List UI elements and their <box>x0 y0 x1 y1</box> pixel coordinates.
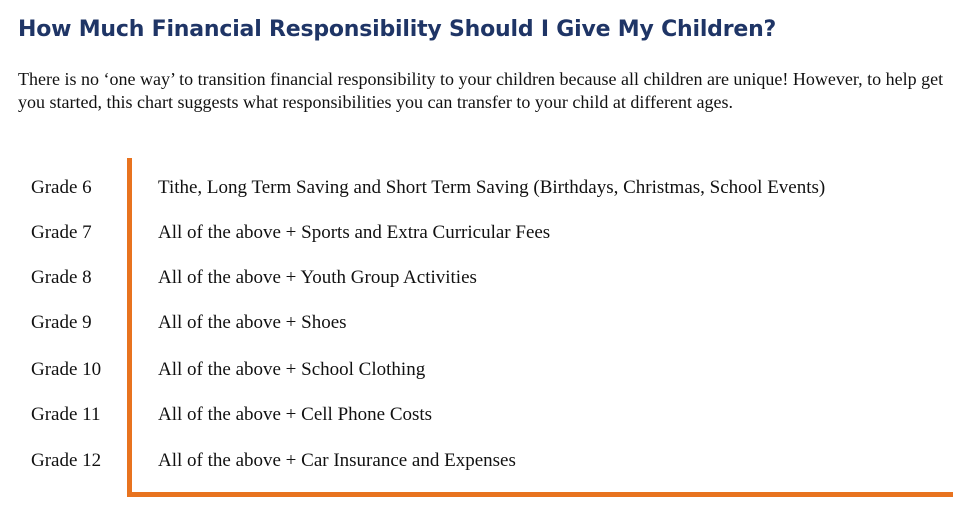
divider-horizontal <box>127 492 953 497</box>
grade-label: Grade 6 <box>31 177 92 198</box>
grade-responsibility: Tithe, Long Term Saving and Short Term Saving (Birthdays, Christmas, School Events) <box>158 177 826 198</box>
grade-row <box>0 450 977 476</box>
grade-label: Grade 7 <box>31 222 92 243</box>
grade-label: Grade 9 <box>31 312 92 333</box>
grade-label: Grade 10 <box>31 359 102 380</box>
grade-row <box>0 404 977 430</box>
intro-paragraph: There is no ‘one way’ to transition financial responsibility to your children because all children are unique! However, to help get you started, this chart suggests what responsibilities you can transfer to your child at different ages. <box>18 69 944 112</box>
grade-label: Grade 12 <box>31 450 102 471</box>
grade-responsibility: All of the above + Sports and Extra Curricular Fees <box>158 222 551 243</box>
grade-responsibility: All of the above + Car Insurance and Expenses <box>158 450 516 471</box>
grade-row <box>0 177 977 203</box>
grade-responsibility: All of the above + Shoes <box>158 312 347 333</box>
grade-label: Grade 11 <box>31 404 101 425</box>
grade-responsibility: All of the above + Youth Group Activities <box>158 267 477 288</box>
grade-responsibility: All of the above + Cell Phone Costs <box>158 404 433 425</box>
grade-row <box>0 267 977 293</box>
grade-label: Grade 8 <box>31 267 92 288</box>
grade-row <box>0 359 977 385</box>
grade-row <box>0 222 977 248</box>
grade-row <box>0 312 977 338</box>
page-title: How Much Financial Responsibility Should I Give My Children? <box>18 17 777 42</box>
grade-responsibility: All of the above + School Clothing <box>158 359 426 380</box>
